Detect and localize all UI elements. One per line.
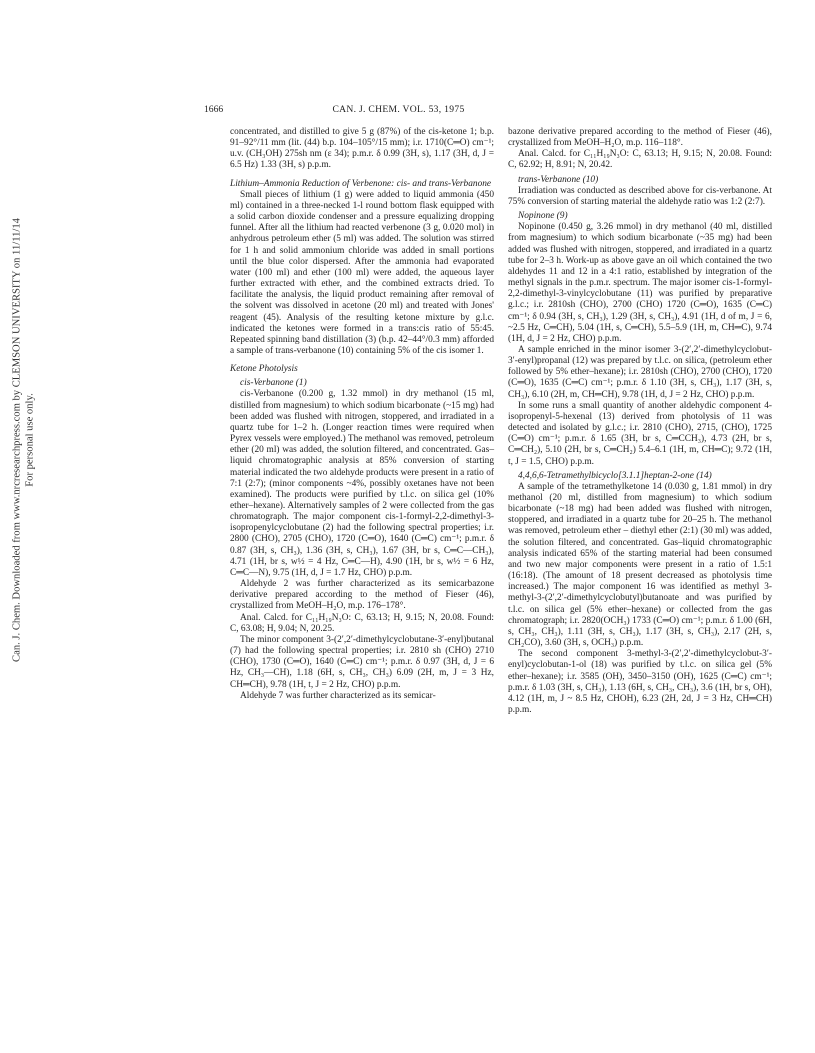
paragraph: A sample of the tetramethylketone 14 (0.030 g, 1.81 mmol) in dry methanol (20 ml, distilled from magnesium) to which sodium bicarbonate (~18 mg) had been added was flushed with nitrogen, stoppered, and irradiated in a quartz tube for 20–25 h. The methanol was removed, petroleum ether – diethyl ether (2:1) (30 ml) was added, the solution filtered, and concentrated. Gas–liquid chromatographic analysis indicated 65% of the starting material had been consumed and two new major components were present in a ratio of 1.5:1 (16:18). (The amount of 18 present decreased as photolysis time increased.) The major component 16 was identified as methyl 3-methyl-3-(2′,2′-dimethylcyclobutyl)butanoate and was purified by t.l.c. on silica gel (5% ether–hexane) or collected from the gas chromatograph; i.r. 2820(OCH₃) 1733 (C═O) cm⁻¹; p.m.r. δ 1.00 (6H, s, CH₃, CH₃), 1.11 (3H, s, CH₃), 1.17 (3H, s, CH₃), 2.17 (2H, s, CH₂CO), 3.60 (3H, s, OCH₃) p.p.m.: [508, 481, 772, 649]
section-heading: Ketone Photolysis: [230, 364, 298, 375]
subsection-heading: Nopinone (9): [518, 211, 568, 222]
journal-title: CAN. J. CHEM. VOL. 53, 1975: [332, 104, 465, 115]
right-column: [508, 127, 772, 716]
paragraph: cis-Verbanone (0.200 g, 1.32 mmol) in dry methanol (15 ml, distilled from magnesium) to which sodium bicarbonate (~15 mg) had been added was flushed with nitrogen, stoppered, and irradiated in a quartz tube for 1–2 h. (Longer reaction times were required when Pyrex vessels were employed.) The methanol was removed, petroleum ether (20 ml) was added, the solution filtered, and concentrated. Gas–liquid chromatographic analysis at 85% conversion of starting material indicated the two aldehyde products were present in a ratio of 7:1 (2:7); (minor components ~4%, possibly oxetanes have not been examined). The products were purified by t.l.c. on silica gel (10% ether–hexane). Alternatively samples of 2 were collected from the gas chromatograph. The major component cis-1-formyl-2,2-dimethyl-3-isopropenylcyclobutane (2) had the following spectral properties; i.r. 2800 (CHO), 2705 (CHO), 1720 (C═O), 1640 (C═C) cm⁻¹; p.m.r. δ 0.87 (3H, s, CH₃), 1.36 (3H, s, CH₃), 1.67 (3H, br s, C═C—CH₃), 4.71 (1H, br s, w½ = 4 Hz, C═C—H), 4.90 (1H, br s, w½ = 6 Hz, C═C—N), 9.75 (1H, d, J = 1.7 Hz, CHO) p.p.m.: [230, 389, 494, 578]
paragraph: A sample enriched in the minor isomer 3-(2′,2′-dimethylcyclobut-3′-enyl)propanal (12) was prepared by t.l.c. on silica, (petroleum ether followed by 5% ether–hexane); i.r. 2810sh (CHO), 2700 (CHO), 1720 (C═O), 1635 (C═C) cm⁻¹; p.m.r. δ 1.10 (3H, s, CH₃), 1.17 (3H, s, CH₃), 6.10 (2H, m, CH═CH), 9.78 (1H, d, J = 2 Hz, CHO) p.p.m.: [508, 344, 772, 400]
paragraph: Nopinone (0.450 g, 3.26 mmol) in dry methanol (40 ml, distilled from magnesium) to which sodium bicarbonate (~35 mg) had been added was flushed with nitrogen, stoppered, and irradiated in a quartz tube for 2–3 h. Work-up as above gave an oil which contained the two aldehydes 11 and 12 in a 4:1 ratio, established by integration of the methyl signals in the p.m.r. spectrum. The major isomer cis-1-formyl-2,2-dimethyl-3-vinylcyclobutane (11) was purified by preparative g.l.c.; i.r. 2810sh (CHO), 2700 (CHO) 1720 (C═O), 1635 (C═C) cm⁻¹; δ 0.94 (3H, s, CH₃), 1.29 (3H, s, CH₃), 4.91 (1H, d of m, J = 6, ~2.5 Hz, C═CH), 5.04 (1H, s, C═CH), 5.5–5.9 (1H, m, CH═C), 9.74 (1H, d, J = 2 Hz, CHO) p.p.m.: [508, 222, 772, 344]
watermark-line-1: Can. J. Chem. Downloaded from www.nrcresearchpress.com by CLEMSON UNIVERSITY on 11/11/14: [11, 218, 23, 662]
watermark-line-2: For personal use only.: [24, 393, 35, 487]
running-header: [200, 104, 597, 118]
download-watermark: [4, 160, 44, 720]
subsection-heading: cis-Verbanone (1): [240, 378, 307, 389]
subsection-heading: trans-Verbanone (10): [518, 174, 599, 185]
paragraph: In some runs a small quantity of another aldehydic component 4-isopropenyl-5-hexenal (13) derived from photolysis of 11 was detected and isolated by g.l.c.; i.r. 2810 (CHO), 2715, (CHO), 1725 (C═O) cm⁻¹; p.m.r. δ 1.65 (3H, br s, C═CCH₃), 4.73 (2H, br s, C═CH₂), 5.10 (2H, br s, C═CH₂) 5.4–6.1 (1H, m, CH═C); 9.72 (1H, t, J = 1.5, CHO) p.p.m.: [508, 400, 772, 467]
paragraph: Anal. Calcd. for C₁₁H₁₉N₃O: C, 63.13; H, 9.15; N, 20.08. Found: C, 63.08; H, 9.04; N, 20.25.: [230, 612, 494, 634]
paragraph: Aldehyde 2 was further characterized as its semicarbazone derivative prepared according to the method of Fieser (46), crystallized from MeOH–H₂O, m.p. 176–178°.: [230, 579, 494, 612]
paragraph: bazone derivative prepared according to the method of Fieser (46), crystallized from MeOH–H₂O, m.p. 116–118°.: [508, 127, 772, 149]
paragraph: Small pieces of lithium (1 g) were added to liquid ammonia (450 ml) contained in a three-necked 1-l round bottom flask equipped with a solid carbon dioxide condenser and a pressure equalizing dropping funnel. After all the lithium had reacted verbenone (3 g, 0.020 mol) in anhydrous petroleum ether (5 ml) was added. The solution was stirred for 1 h and solid ammonium chloride was added in small portions until the blue color dispersed. After the ammonia had evaporated water (100 ml) and ether (100 ml) were added, the aqueous layer further extracted with ether, and the combined extracts dried. To facilitate the analysis, the liquid product remaining after removal of the solvent was dissolved in acetone (20 ml) and treated with Jones' reagent (45). Analysis of the resulting ketone mixture by g.l.c. indicated the ketones were formed in a trans:cis ratio of 55:45. Repeated spinning band distillation (3) (b.p. 42–44°/0.3 mm) afforded a sample of trans-verbanone (10) containing 5% of the cis isomer 1.: [230, 189, 494, 356]
section-heading: Lithium–Ammonia Reduction of Verbenone: cis- and trans-Verbanone: [230, 178, 492, 189]
left-column: [230, 127, 494, 702]
paragraph: Anal. Calcd. for C₁₁H₁₉N₃O: C, 63.13; H, 9.15; N, 20.08. Found: C, 62.92; H, 8.91; N, 20.42.: [508, 149, 772, 171]
paragraph: concentrated, and distilled to give 5 g (87%) of the cis-ketone 1; b.p. 91–92°/11 mm (lit. (44) b.p. 104–105°/15 mm); i.r. 1710(C═O) cm⁻¹; u.v. (CH₃OH) 275sh nm (ε 34); p.m.r. δ 0.99 (3H, s), 1.17 (3H, d, J = 6.5 Hz) 1.33 (3H, s) p.p.m.: [230, 127, 494, 171]
page-number: 1666: [204, 104, 224, 115]
paragraph: Irradiation was conducted as described above for cis-verbanone. At 75% conversion of starting material the aldehyde ratio was 1:2 (2:7).: [508, 185, 772, 207]
paragraph: Aldehyde 7 was further characterized as its semicar-: [240, 690, 436, 701]
subsection-heading: 4,4,6,6-Tetramethylbicyclo[3.1.1]heptan-2-one (14): [518, 470, 712, 481]
paragraph: The minor component 3-(2′,2′-dimethylcyclobutane-3′-enyl)butanal (7) had the following spectral properties; i.r. 2810 sh (CHO) 2710 (CHO), 1730 (C═O), 1640 (C═C) cm⁻¹; p.m.r. δ 0.97 (3H, d, J = 6 Hz, CH₃—CH), 1.18 (6H, s, CH₃, CH₃) 6.09 (2H, m, J = 3 Hz, CH═CH), 9.78 (1H, t, J = 2 Hz, CHO) p.p.m.: [230, 634, 494, 690]
paragraph: The second component 3-methyl-3-(2′,2′-dimethylcyclobut-3′-enyl)cyclobutan-1-ol (18) was purified by t.l.c. on silica gel (5% ether–hexane); i.r. 3585 (OH), 3450–3150 (OH), 1625 (C═C) cm⁻¹; p.m.r. δ 1.03 (3H, s, CH₃), 1.13 (6H, s, CH₃, CH₃), 3.6 (1H, br s, OH), 4.12 (1H, m, J ~ 8.5 Hz, CHOH), 6.23 (2H, 2d, J = 3 Hz, CH═CH) p.p.m.: [508, 649, 772, 715]
